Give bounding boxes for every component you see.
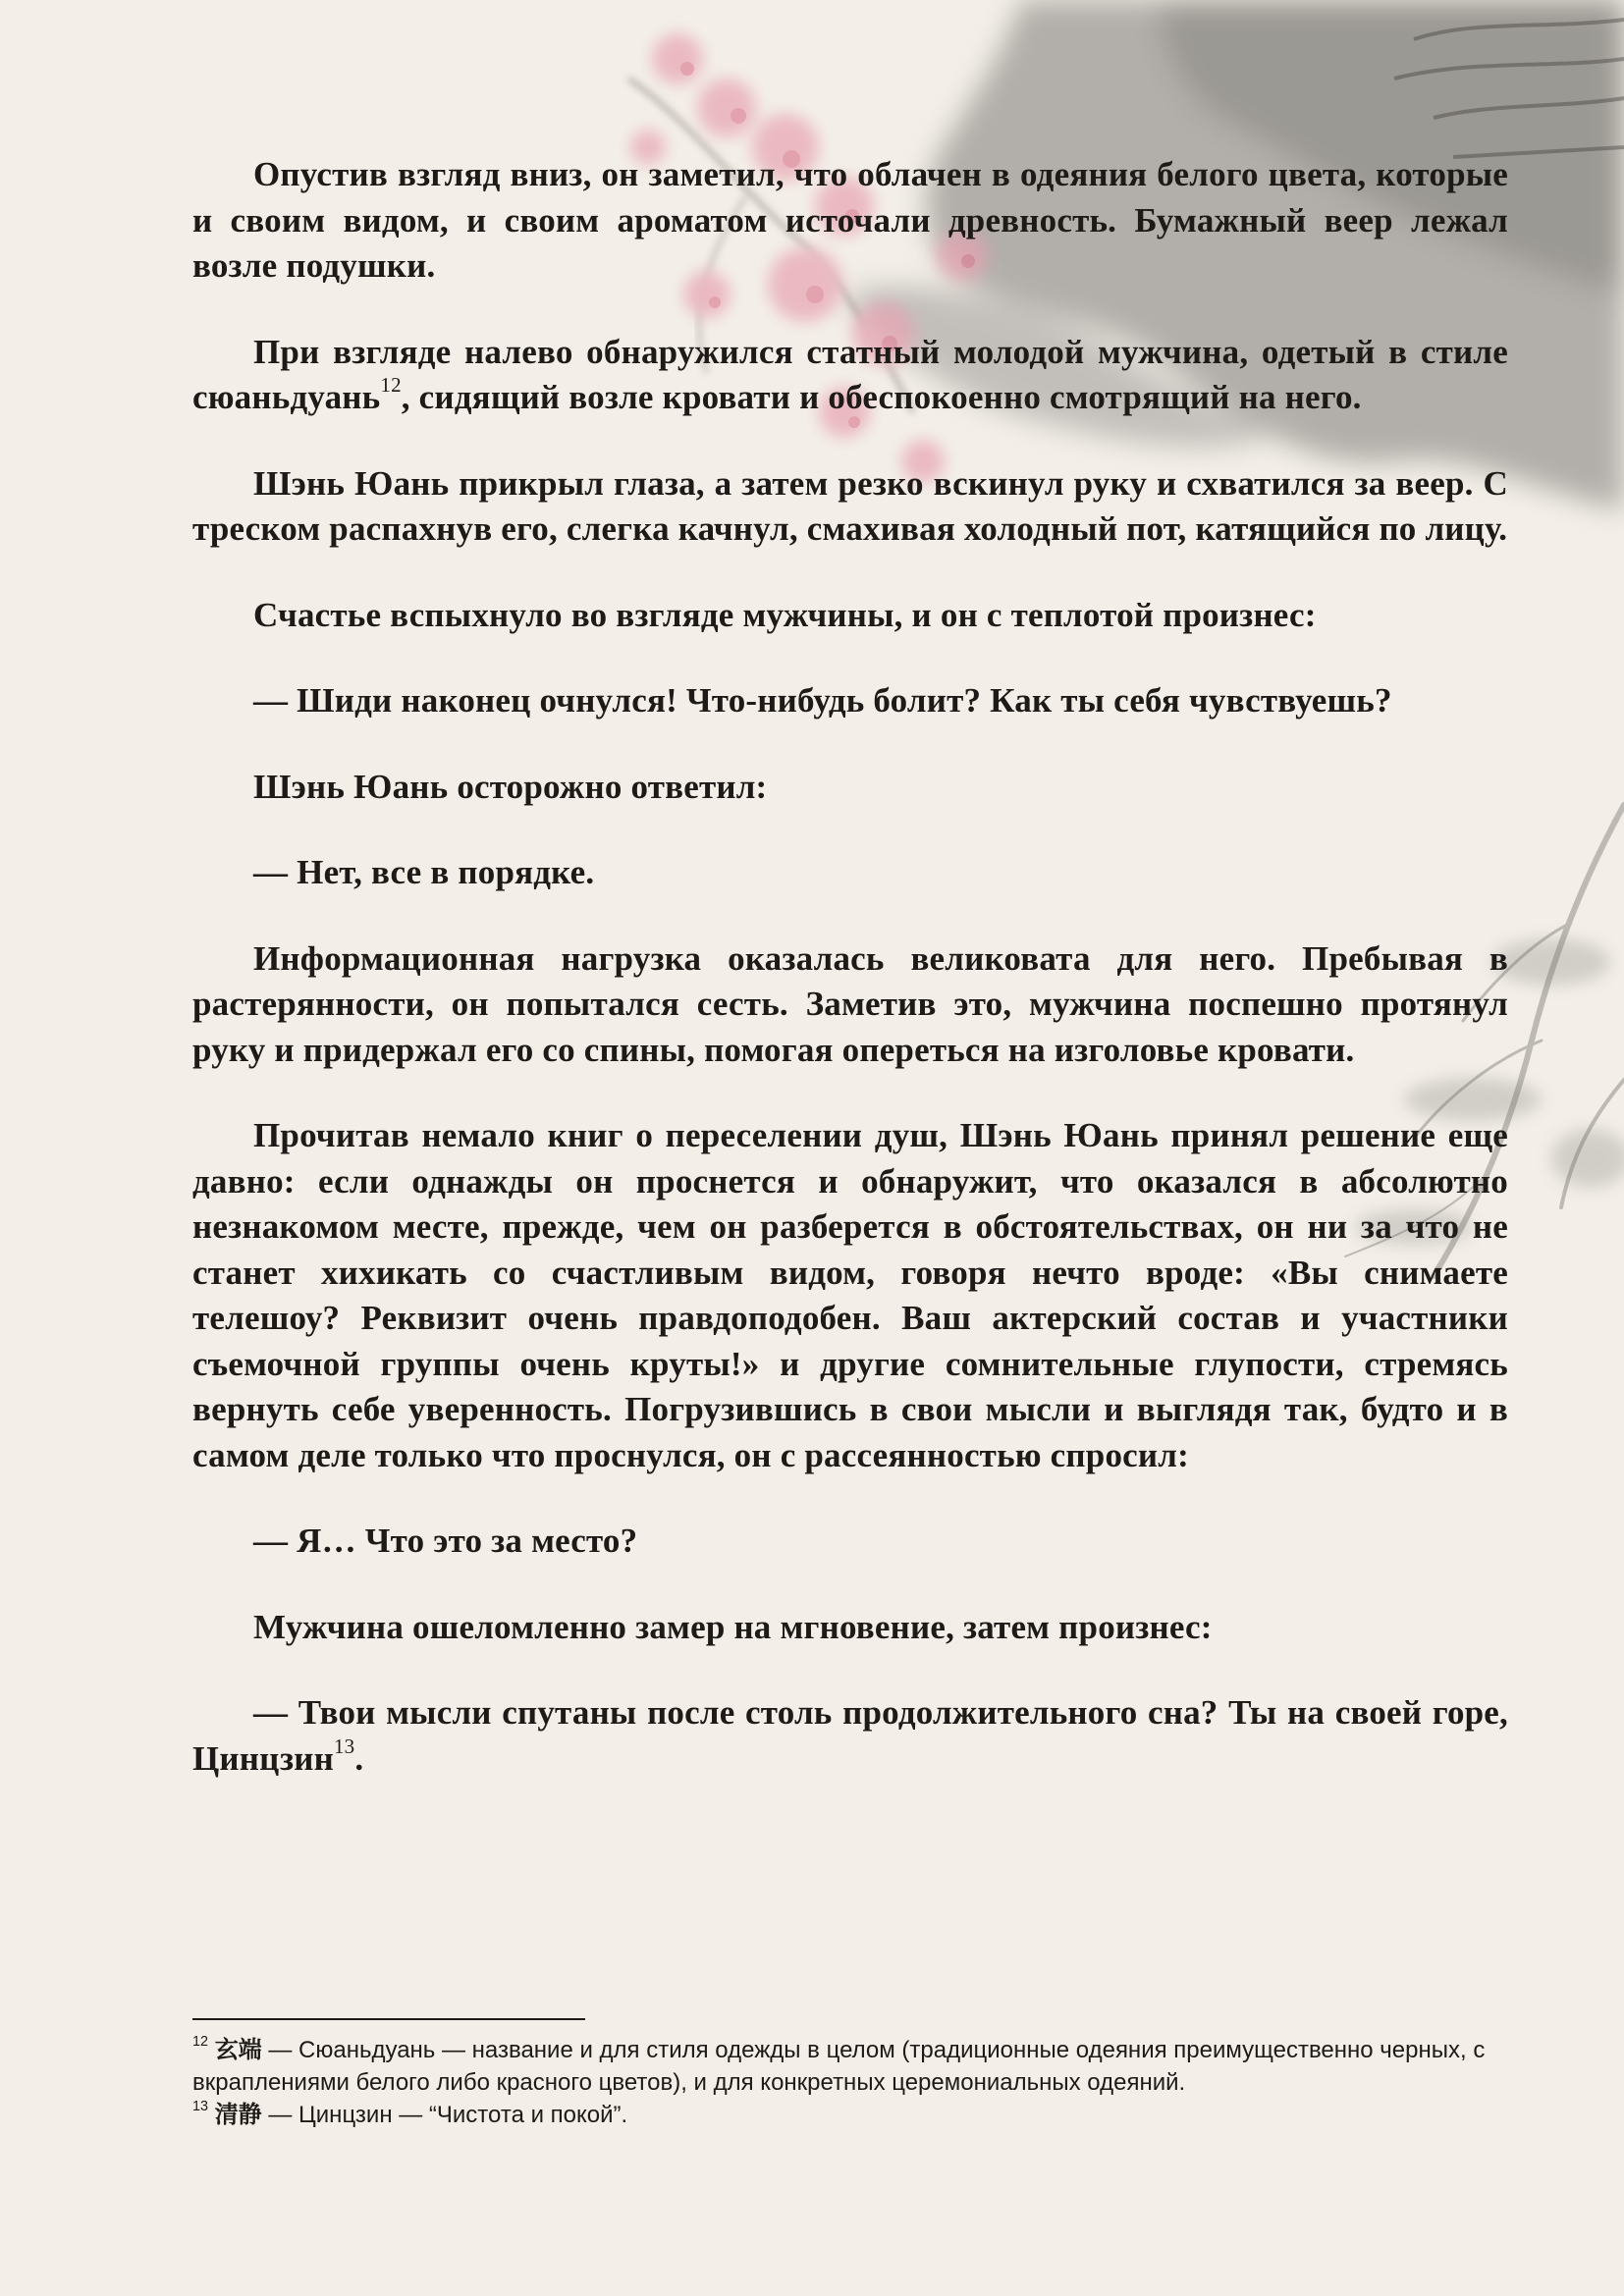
footnote	[192, 2034, 1508, 2099]
footnote-divider	[192, 2018, 585, 2020]
footnote-text: — Сюаньдуань — название и для стиля одежды в целом (традиционные одеяния преимущественно черных, с вкраплениями белого либо красного цветов), и для конкретных церемониальных одеяний.	[192, 2037, 1486, 2096]
paragraph: Прочитав немало книг о переселении душ, Шэнь Юань принял решение еще давно: если однажды он проснется и обнаружит, что оказался в абсолютно незнакомом месте, прежде, чем он разберется в обстоятельствах, он ни за что не станет хихикать со счастливым видом, говоря нечто вроде: «Вы снимаете телешоу? Реквизит очень правдоподобен. Ваш актерский состав и участники съемочной группы очень круты!» и другие сомнительные глупости, стремясь вернуть себе уверенность. Погрузившись в свои мысли и выглядя так, будто и в самом деле только что проснулся, он с рассеянностью спросил:	[192, 1116, 1508, 1474]
paragraph: Информационная нагрузка оказалась великовата для него. Пребывая в растерянности, он попытался сесть. Заметив это, мужчина поспешно протянул руку и придержал его со спины, помогая опереться на изголовье кровати.	[192, 938, 1508, 1069]
footnote-number: 13	[192, 2099, 209, 2115]
footnote	[192, 2099, 1508, 2131]
paragraph: — Нет, все в порядке.	[253, 853, 595, 891]
footnote-number: 12	[192, 2034, 209, 2051]
footnote-text: — Цинцзин — “Чистота и покой”.	[261, 2102, 628, 2128]
paragraph: — Шиди наконец очнулся! Что-нибудь болит? Как ты себя чувствуешь?	[253, 681, 1392, 720]
paragraph: Шэнь Юань прикрыл глаза, а затем резко вскинул руку и схватился за веер. С треском распахнув его, слегка качнул, смахивая холодный пот, катящийся по лицу.	[192, 463, 1508, 548]
paragraph: Мужчина ошеломленно замер на мгновение, затем произнес:	[253, 1607, 1213, 1646]
paragraph: — Я… Что это за место?	[253, 1522, 638, 1560]
paragraph: Опустив взгляд вниз, он заметил, что облачен в одеяния белого цвета, которые и своим видом, и своим ароматом источали древность. Бумажный веер лежал возле подушки.	[192, 155, 1508, 285]
main-text	[192, 152, 1508, 1822]
paragraph: Счастье вспыхнуло во взгляде мужчины, и он с теплотой произнес:	[253, 595, 1317, 634]
paragraph: — Твои мысли спутаны после столь продолжительного сна? Ты на своей горе, Цинцзин$^{13}$.	[192, 1693, 1508, 1778]
paragraph: Шэнь Юань осторожно ответил:	[253, 767, 768, 806]
footnote-ref[interactable]: 13	[333, 1734, 355, 1758]
chinese-term: 玄端	[214, 2037, 262, 2063]
footnote-ref[interactable]: 12	[380, 373, 402, 398]
chinese-term: 清静	[214, 2102, 262, 2128]
footnotes	[192, 2034, 1508, 2131]
paragraph: При взгляде налево обнаружился статный молодой мужчина, одетый в стиле сюаньдуань$^{12}$, сидящий возле кровати и обеспокоенно смотрящий на него.	[192, 332, 1508, 416]
